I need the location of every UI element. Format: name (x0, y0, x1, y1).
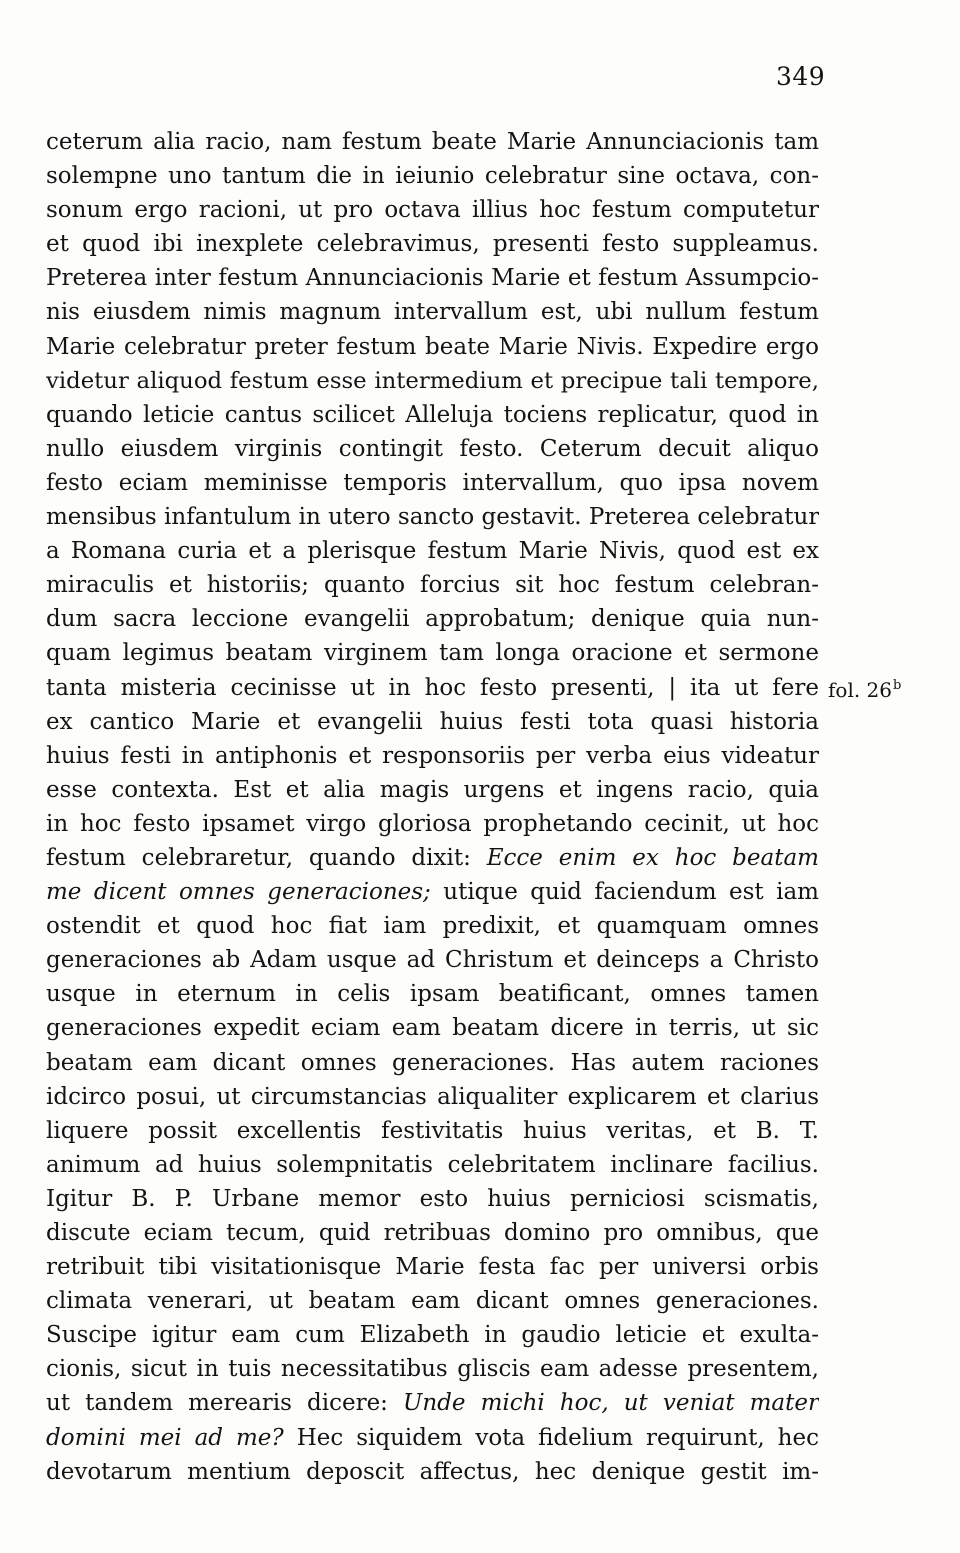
text-segment: solempne uno tantum die in ieiunio celebratur sine octava, con- (46, 163, 819, 190)
page-number: 349 (776, 62, 826, 91)
text-segment: a Romana curia et a plerisque festum Marie Nivis, quod est ex (46, 538, 819, 565)
text-line (46, 1250, 819, 1284)
text-segment: ut tandem merearis dicere: (46, 1390, 403, 1417)
text-line (46, 636, 819, 670)
text-segment: nis eiusdem nimis magnum intervallum est, ubi nullum festum (46, 299, 819, 326)
text-line (46, 875, 819, 909)
text-segment: in hoc festo ipsamet virgo gloriosa prophetando cecinit, ut hoc (46, 810, 819, 837)
text-segment: et quod ibi inexplete celebravimus, presenti festo suppleamus. (46, 231, 819, 258)
text-segment: Igitur B. P. Urbane memor esto huius perniciosi scismatis, (46, 1185, 819, 1212)
text-segment: festo eciam meminisse temporis intervallum, quo ipsa novem (46, 469, 819, 496)
text-segment: liquere possit excellentis festivitatis huius veritas, et B. T. (46, 1117, 819, 1144)
text-line (46, 227, 819, 261)
text-segment: quam legimus beatam virginem tam longa oracione et sermone (46, 640, 819, 667)
text-line (46, 705, 819, 739)
text-segment: sonum ergo racioni, ut pro octava illius hoc festum computetur (46, 197, 819, 224)
text-line (46, 943, 819, 977)
text-segment: retribuit tibi visitationisque Marie festa fac per universi orbis (46, 1254, 819, 1281)
text-segment: utique quid faciendum est iam (430, 879, 819, 906)
text-segment: Suscipe igitur eam cum Elizabeth in gaudio leticie et exulta- (46, 1322, 819, 1349)
text-segment: generaciones expedit eciam eam beatam dicere in terris, ut sic (46, 1015, 819, 1042)
text-line (46, 295, 819, 329)
text-line (46, 909, 819, 943)
text-line (46, 671, 819, 705)
text-segment: discute eciam tecum, quid retribuas domino pro omnibus, que (46, 1220, 819, 1246)
margin-note-text: fol. 26 (828, 678, 893, 702)
text-line (46, 398, 819, 432)
text-line (46, 159, 819, 193)
text-line (46, 330, 819, 364)
margin-note (828, 671, 901, 705)
text-segment: ceterum alia racio, nam festum beate Marie Annunciacionis tam (46, 129, 819, 155)
text-line (46, 807, 819, 841)
text-line (46, 1114, 819, 1148)
text-line (46, 432, 819, 466)
text-line (46, 1011, 819, 1045)
text-segment: usque in eternum in celis ipsam beatificant, omnes tamen (46, 981, 819, 1008)
body-text (46, 125, 819, 1489)
italic-quote: me dicent omnes generaciones; (46, 879, 431, 906)
text-segment: climata venerari, ut beatam eam dicant omnes generaciones. (46, 1288, 819, 1315)
text-line (46, 1352, 819, 1386)
text-line (46, 1216, 819, 1250)
text-segment: animum ad huius solempnitatis celebritatem inclinare facilius. (46, 1151, 819, 1178)
text-line (46, 1386, 819, 1420)
text-line (46, 773, 819, 807)
text-segment: nullo eiusdem virginis contingit festo. Ceterum decuit aliquo (46, 435, 819, 462)
text-line (46, 364, 819, 398)
text-line (46, 602, 819, 636)
text-segment: quando leticie cantus scilicet Alleluja tociens replicatur, quod in (46, 401, 819, 428)
text-line (46, 977, 819, 1011)
text-segment: Hec siquidem vota fidelium requirunt, hec (283, 1424, 819, 1451)
margin-note-superscript: b (893, 678, 902, 693)
text-segment: tanta misteria cecinisse ut in hoc festo presenti, | ita ut fere (46, 674, 819, 701)
text-line (46, 1148, 819, 1182)
text-segment: ostendit et quod hoc fiat iam predixit, et quamquam omnes (46, 913, 819, 940)
italic-quote: Ecce enim ex hoc beatam (486, 844, 819, 871)
text-segment: Marie celebratur preter festum beate Marie Nivis. Expedire ergo (46, 333, 819, 360)
text-line (46, 1455, 819, 1489)
text-segment: esse contexta. Est et alia magis urgens et ingens racio, quia (46, 776, 819, 803)
text-line (46, 500, 819, 534)
text-segment: cionis, sicut in tuis necessitatibus gliscis eam adesse presentem, (46, 1356, 819, 1383)
text-segment: videtur aliquod festum esse intermedium et precipue tali tempore, (46, 367, 819, 394)
text-line (46, 1284, 819, 1318)
text-segment: idcirco posui, ut circumstancias aliqualiter explicarem et clarius (46, 1083, 819, 1110)
text-line (46, 1080, 819, 1114)
text-line (46, 739, 819, 773)
text-line (46, 193, 819, 227)
text-line (46, 1046, 819, 1080)
text-segment: festum celebraretur, quando dixit: (46, 844, 487, 871)
italic-quote: domini mei ad me? (46, 1424, 284, 1451)
text-line (46, 261, 819, 295)
text-segment: Preterea inter festum Annunciacionis Marie et festum Assumpcio- (46, 265, 819, 292)
text-segment: generaciones ab Adam usque ad Christum et deinceps a Christo (46, 947, 819, 974)
text-line (46, 466, 819, 500)
text-segment: dum sacra leccione evangelii approbatum; denique quia nun- (46, 606, 819, 633)
text-segment: miraculis et historiis; quanto forcius sit hoc festum celebran- (46, 572, 819, 599)
text-segment: ex cantico Marie et evangelii huius festi tota quasi historia (46, 708, 819, 735)
text-line (46, 125, 819, 159)
text-line (46, 1421, 819, 1455)
text-line (46, 534, 819, 568)
text-segment: huius festi in antiphonis et responsoriis per verba eius videatur (46, 742, 819, 769)
text-segment: devotarum mentium deposcit affectus, hec denique gestit im- (46, 1458, 819, 1485)
italic-quote: Unde michi hoc, ut veniat mater (402, 1390, 819, 1417)
text-line (46, 1182, 819, 1216)
text-segment: mensibus infantulum in utero sancto gestavit. Preterea celebratur (46, 504, 819, 531)
text-segment: beatam eam dicant omnes generaciones. Has autem raciones (46, 1049, 819, 1076)
text-line (46, 568, 819, 602)
text-line (46, 841, 819, 875)
text-line (46, 1318, 819, 1352)
